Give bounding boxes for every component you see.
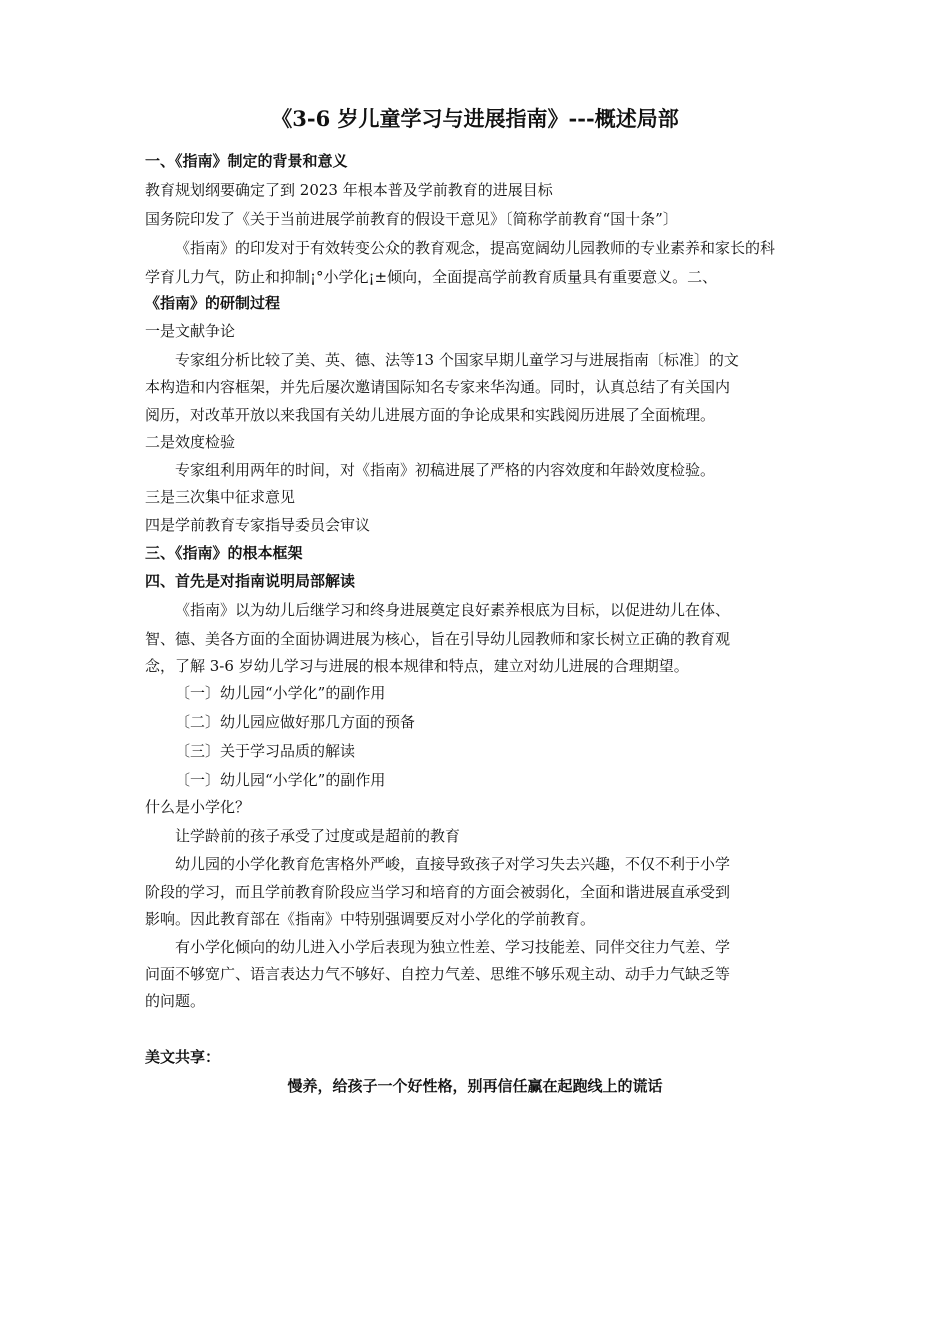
paragraph-line: 四是学前教育专家指导委员会审议 (145, 516, 371, 534)
document-title: 《3-6 岁儿童学习与进展指南》---概述局部 (271, 106, 679, 131)
paragraph-line: 专家组分析比较了美、英、德、法等13 个国家早期儿童学习与进展指南〔标准〕的文 (175, 351, 739, 369)
list-item: 〔二〕幼儿园应做好那几方面的预备 (175, 713, 416, 731)
paragraph-line: 问面不够宽广、语言表达力气不够好、自控力气差、思维不够乐观主动、动手力气缺乏等 (145, 965, 731, 983)
paragraph-line: 阶段的学习，而且学前教育阶段应当学习和培育的方面会被弱化，全面和谐进展直承受到 (145, 883, 731, 901)
paragraph-line: 念，了解 3-6 岁幼儿学习与进展的根本规律和特点，建立对幼儿进展的合理期望。 (145, 657, 689, 675)
section-heading-3: 三、《指南》的根本框架 (145, 544, 303, 562)
paragraph-line: 的问题。 (145, 992, 206, 1010)
list-item: 〔一〕幼儿园“小学化”的副作用 (175, 771, 386, 789)
paragraph-line: 三是三次集中征求意见 (145, 488, 296, 506)
paragraph-line: 二是效度检验 (145, 433, 236, 451)
paragraph-line: 幼儿园的小学化教育危害格外严峻，直接导致孩子对学习失去兴趣，不仅不利于小学 (175, 855, 731, 873)
paragraph-line: 让学龄前的孩子承受了过度或是超前的教育 (175, 827, 461, 845)
paragraph-line: 《指南》的印发对于有效转变公众的教育观念，提高宽阔幼儿园教师的专业素养和家长的科 (175, 239, 776, 257)
paragraph-line: 学育儿力气，防止和抑制¡°小学化¡±倾向，全面提高学前教育质量具有重要意义。二、 (145, 268, 718, 286)
paragraph-line: 《指南》以为幼儿后继学习和终身进展奠定良好素养根底为目标，以促进幼儿在体、 (175, 601, 731, 619)
paragraph-line: 有小学化倾向的幼儿进入小学后表现为独立性差、学习技能差、同伴交往力气差、学 (175, 938, 731, 956)
paragraph-line: 专家组利用两年的时间，对《指南》初稿进展了严格的内容效度和年龄效度检验。 (175, 461, 716, 479)
paragraph-line: 本构造和内容框架，并先后屡次邀请国际知名专家来华沟通。同时，认真总结了有关国内 (145, 378, 731, 396)
share-title: 慢养，给孩子一个好性格，别再信任赢在起跑线上的谎话 (287, 1077, 663, 1095)
paragraph-line: 国务院印发了《关于当前进展学前教育的假设干意见》〔简称学前教育“国十条”〕 (145, 210, 678, 228)
paragraph-line: 教育规划纲要确定了到 2023 年根本普及学前教育的进展目标 (145, 181, 553, 199)
list-item: 〔一〕幼儿园“小学化”的副作用 (175, 684, 386, 702)
list-item: 〔三〕关于学习品质的解读 (175, 742, 356, 760)
section-heading-1: 一、《指南》制定的背景和意义 (145, 152, 348, 170)
section-heading-4: 四、首先是对指南说明局部解读 (145, 572, 356, 590)
section-heading-2: 《指南》的研制过程 (145, 294, 281, 312)
paragraph-line: 一是文献争论 (145, 322, 236, 340)
paragraph-line: 什么是小学化？ (145, 798, 251, 816)
paragraph-line: 智、德、美各方面的全面协调进展为核心，旨在引导幼儿园教师和家长树立正确的教育观 (145, 630, 731, 648)
share-heading: 美文共享： (145, 1048, 221, 1066)
paragraph-line: 阅历，对改革开放以来我国有关幼儿进展方面的争论成果和实践阅历进展了全面梳理。 (145, 406, 716, 424)
paragraph-line: 影响。因此教育部在《指南》中特别强调要反对小学化的学前教育。 (145, 910, 596, 928)
